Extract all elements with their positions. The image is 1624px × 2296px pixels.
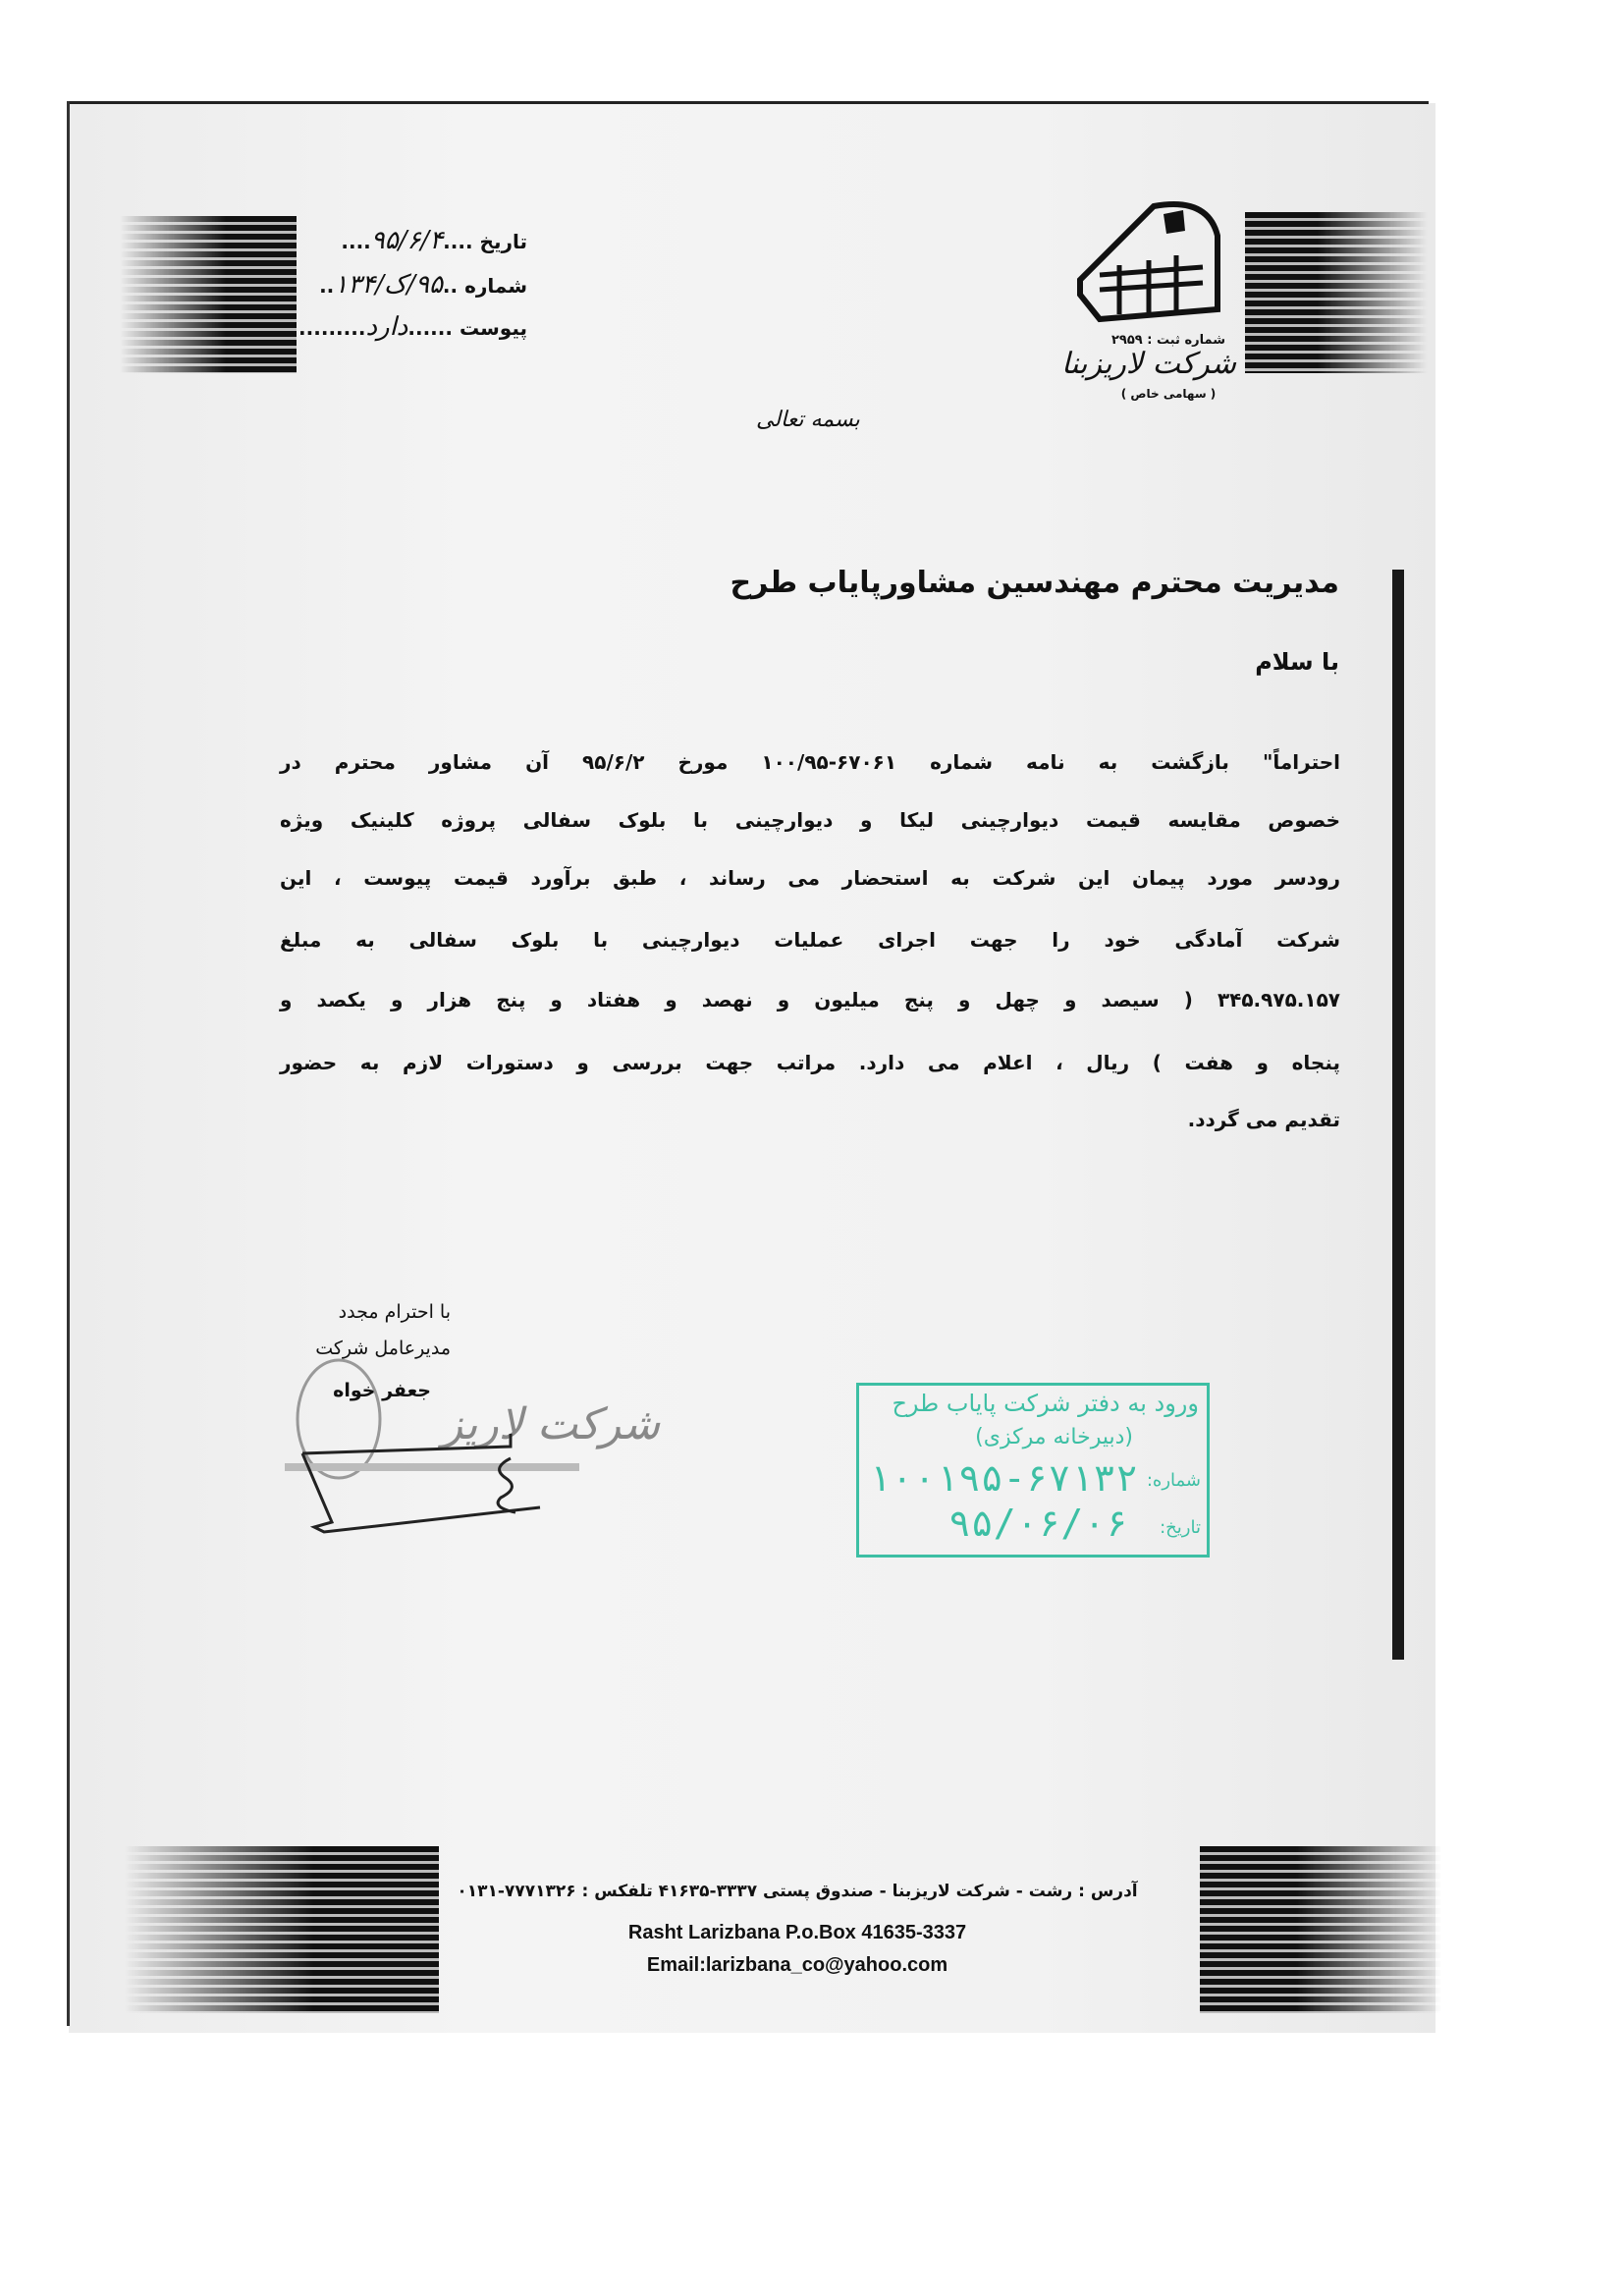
body-line: شرکت آمادگی خود را جهت اجرای عملیات دیوارچینی با بلوک سفالی به مبلغ — [280, 928, 1340, 952]
attachment-value: دارد — [365, 312, 408, 342]
date-label: تاریخ — [479, 230, 527, 253]
closing-regards: با احترام مجدد — [338, 1301, 451, 1323]
date-field: تاریخ ....۹۵/۶/۴.... — [341, 226, 527, 255]
received-stamp — [856, 1383, 1210, 1558]
number-label: شماره — [464, 274, 527, 298]
closing-position: مدیرعامل شرکت — [315, 1338, 451, 1359]
company-name: شرکت لاریزبنا — [1060, 347, 1237, 381]
svg-text:شرکت لاریز: شرکت لاریز — [442, 1399, 661, 1449]
footer-english-address: Rasht Larizbana P.o.Box 41635-3337 — [627, 1922, 967, 1943]
stamp-date-value: ۹۵/۰۶/۰۶ — [947, 1502, 1128, 1545]
company-type: ( سهامی خاص ) — [1120, 387, 1217, 401]
attachment-field: پیوست ......دارد......... — [298, 312, 527, 342]
body-line: خصوص مقایسه قیمت دیوارچینی لیکا و دیوارچینی با بلوک سفالی پروژه کلینیک ویژه — [280, 808, 1340, 832]
stamp-date-label: تاریخ: — [1160, 1517, 1201, 1538]
header-stripes-left — [120, 216, 297, 373]
header-stripes-right — [1245, 212, 1428, 373]
stamp-number-label: شماره: — [1146, 1470, 1201, 1491]
body-line: رودسر مورد پیمان این شرکت به استحضار می رساند ، طبق برآورد قیمت پیوست ، این — [280, 866, 1340, 890]
invocation: بسمه تعالی — [756, 408, 860, 432]
attachment-label: پیوست — [459, 316, 527, 340]
stamp-number-value: ۱۰۰۱۹۵-۶۷۱۳۲ — [868, 1456, 1138, 1500]
signature-seal — [285, 1360, 661, 1537]
left-border — [67, 101, 70, 2026]
right-margin-bar — [1392, 570, 1404, 1660]
stamp-title: ورود به دفتر شرکت پایاب طرح — [892, 1390, 1199, 1417]
body-line: احتراماً" بازگشت به نامه شماره ۶۷۰۶۱-۱۰۰/۹۵ مورخ ۹۵/۶/۲ آن مشاور محترم در — [280, 750, 1341, 774]
registration-number: شماره ثبت : ۲۹۵۹ — [1110, 333, 1226, 348]
footer-address: آدرس : رشت - شرکت لاریزبنا - صندوق پستی ۳۳۳۷-۴۱۶۳۵ تلفکس : ۷۷۷۱۳۲۶-۰۱۳۱ — [457, 1882, 1138, 1901]
number-field: شماره ..۹۵/ک/۱۳۴.. — [319, 270, 527, 300]
footer-email: Email:larizbana_co@yahoo.com — [646, 1954, 948, 1976]
number-value: ۹۵/ک/۱۳۴ — [334, 270, 443, 300]
recipient-heading: مدیریت محترم مهندسین مشاورپایاب طرح — [730, 566, 1339, 600]
greeting: با سلام — [1255, 648, 1339, 676]
body-line: تقدیم می گردد. — [1187, 1108, 1340, 1131]
body-line: پنجاه و هفت ) ریال ، اعلام می دارد. مراتب جهت بررسی و دستورات لازم به حضور — [280, 1051, 1340, 1074]
date-value: ۹۵/۶/۴ — [370, 226, 444, 255]
body-line: ۳۴۵.۹۷۵.۱۵۷ ( سیصد و چهل و پنج میلیون و نهصد و هفتاد و پنج هزار و یکصد و — [280, 988, 1340, 1011]
top-border — [69, 101, 1429, 104]
company-logo — [1060, 196, 1237, 403]
closing-name: جعفر خواه — [333, 1380, 431, 1401]
stamp-subtitle: (دبیرخانه مرکزی) — [975, 1425, 1133, 1449]
